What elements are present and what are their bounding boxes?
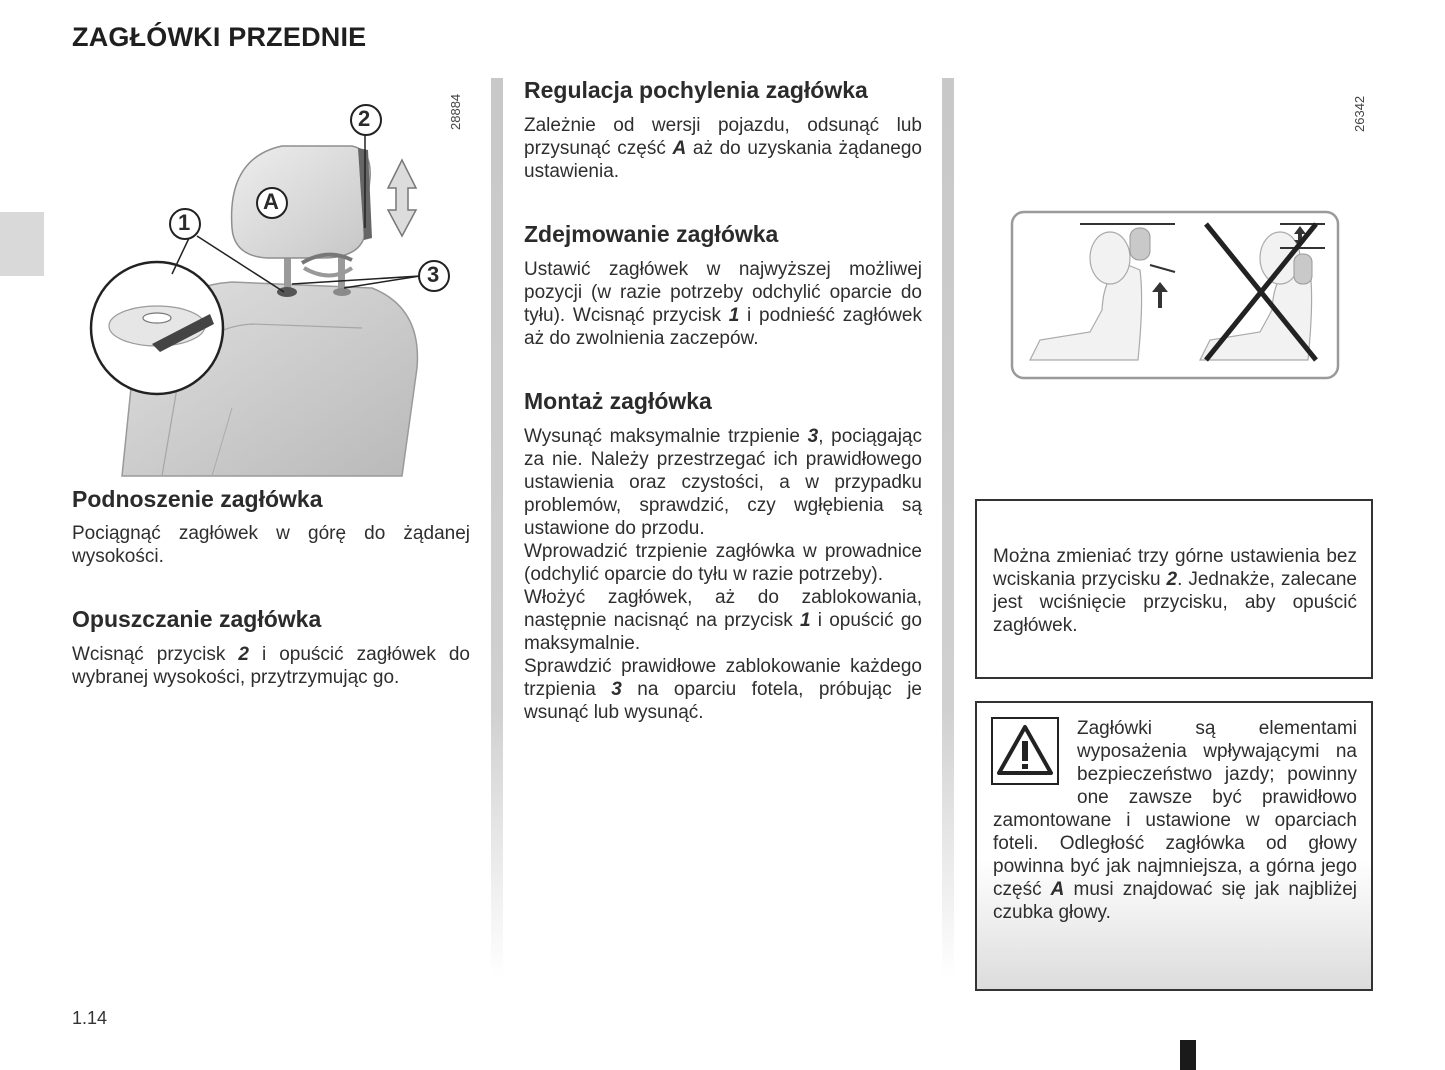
headrest-drawing	[72, 88, 472, 480]
heading-raise: Podnoszenie zagłówka	[72, 486, 323, 512]
chapter-tab	[0, 212, 44, 276]
note-text: Można zmieniać trzy górne ustawienia bez wciskania przycisku 2. Jednakże, zalecane jest wciśnięcie przycisku, aby opuścić zagłówek.	[993, 546, 1357, 636]
note-box	[975, 499, 1373, 679]
page-number: 1.14	[72, 1008, 108, 1028]
text-tilt: Zależnie od wersji pojazdu, odsunąć lub przysunąć część A aż do uzyskania żądanego ustawienia.	[524, 115, 922, 182]
warning-box	[975, 701, 1373, 991]
headrest-position-illustration	[1010, 210, 1340, 380]
callout-2: 2	[358, 106, 371, 131]
headrest-illustration	[72, 88, 472, 480]
callout-3: 3	[427, 262, 440, 287]
warning-text: Zagłówki są elementami wyposażenia wpływającymi na bezpieczeństwo jazdy; powinny one zawsze być prawidłowo zamontowane i ustawione w oparciach foteli. Odległość zagłówka od głowy powinna być jak najmniejsza, a górna jego część A musi znajdować się jak najbliżej czubka głowy.	[993, 718, 1357, 923]
page-title: ZAGŁÓWKI PRZEDNIE	[72, 22, 367, 52]
text-remove: Ustawić zagłówek w najwyższej możliwej pozycji (w razie potrzeby odchylić oparcie do tyłu). Wcisnąć przycisk 1 i podnieść zagłówek aż do zwolnienia zaczepów.	[524, 259, 922, 349]
heading-remove: Zdejmowanie zagłówka	[524, 221, 779, 247]
heading-mount: Montaż zagłówka	[524, 388, 712, 414]
heading-tilt: Regulacja pochylenia zagłówka	[524, 77, 868, 103]
callout-1: 1	[178, 210, 191, 235]
figure2-ref-number: 26342	[1352, 95, 1367, 132]
headrest-position-drawing	[1010, 210, 1340, 380]
callout-a: A	[263, 189, 279, 214]
column-divider-left	[491, 78, 503, 978]
text-raise: Pociągnąć zagłówek w górę do żądanej wysokości.	[72, 523, 470, 567]
text-mount: Wysunąć maksymalnie trzpienie 3, pociągając za nie. Należy przestrzegać ich prawidłowego ustawienia oraz czystości, a w przypadku problemów, sprawdzić, czy wgłębienia są ustawione do przodu. Wprowadzić trzpienie zagłówka w prowadnice (odchylić oparcie do tyłu w razie potrzeby). Włożyć zagłówek, aż do zablokowania, następnie nacisnąć na przycisk 1 i opuścić go maksymalnie. Sprawdzić prawidłowe zablokowanie każdego trzpienia 3 na oparciu fotela, próbując je wsunąć lub wysunąć.	[524, 426, 923, 723]
heading-lower: Opuszczanie zagłówka	[72, 606, 322, 632]
page-end-marker	[1180, 1040, 1196, 1070]
text-lower: Wcisnąć przycisk 2 i opuścić zagłówek do wybranej wysokości, przytrzymując go.	[72, 644, 470, 688]
column-divider-right	[942, 78, 954, 978]
figure-ref-number: 28884	[448, 93, 463, 130]
